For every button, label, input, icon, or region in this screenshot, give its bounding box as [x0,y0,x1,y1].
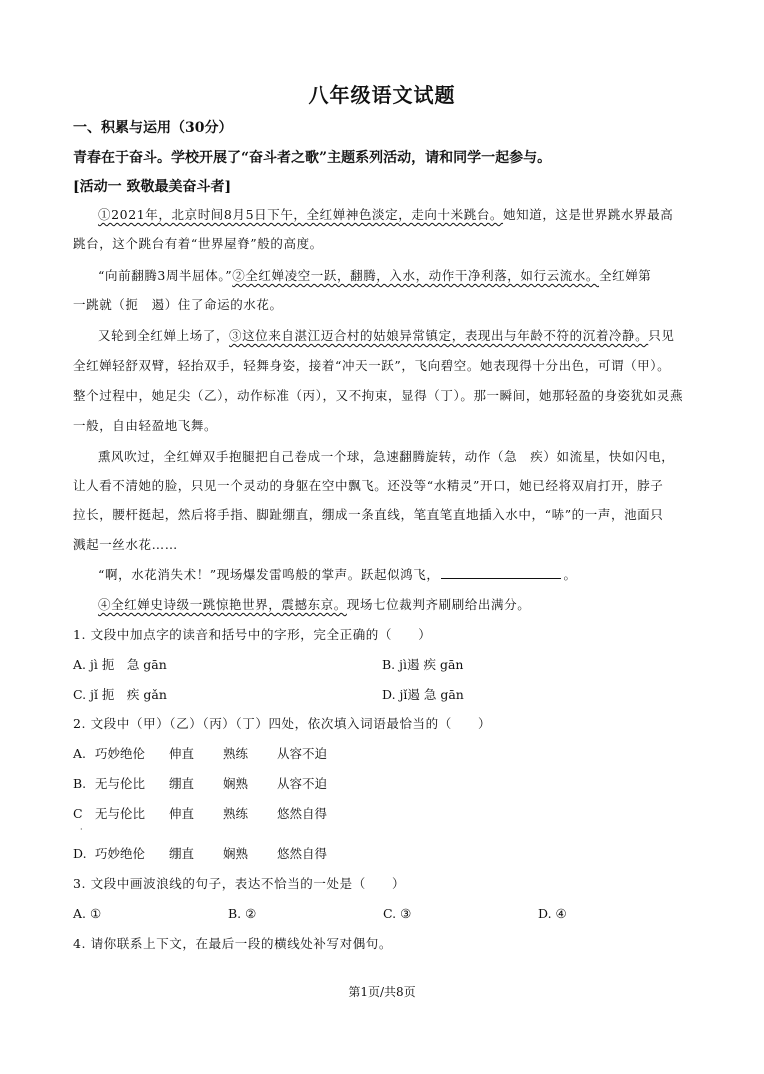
passage-p2-line2: 一跳就（扼 遏）住了命运的水花。 [73,297,283,312]
passage-p6-line1: ④全红婵史诗级一跳惊艳世界，震撼东京。现场七位裁判齐刷刷给出满分。 [98,597,531,612]
passage-p4-line1: 熏风吹过，全红婵双手抱腿把自己卷成一个球，急速翻腾旋转，动作（急 疾）如流星，快如闪电， [98,449,675,464]
q3-option-a: A. ① [73,906,102,921]
q2-option-d: D. 巧妙绝伦 绷直 娴熟 悠然自得 [73,846,328,861]
passage-p3-line4: 一般，自由轻盈地飞舞。 [73,418,218,433]
wavy-sentence-3: ③这位来自湛江迈合村的姑娘异常镇定，表现出与年龄不符的沉着冷静。 [229,328,649,343]
section-heading: 一、积累与运用（30分） [73,120,233,136]
passage-p4-line2: 让人看不清她的脸，只见一个灵动的身躯在空中飘飞。还没等“水精灵”开口，她已经将双肩打开，脖子 [73,478,664,493]
q3-option-c: C. ③ [383,906,412,921]
q1-option-d: D. jǐ遏 急 gān [382,687,464,702]
passage-p4-line4: 溅起一丝水花…… [73,537,178,552]
wavy-sentence-4: ④全红婵史诗级一跳惊艳世界，震撼东京。 [98,597,347,612]
passage-p5-line1: “啊，水花消失术！”现场爆发雷鸣般的掌声。跃起似鸿飞， 。 [98,567,577,582]
passage-p2-line1: “向前翻腾3周半屈体。”②全红婵凌空一跃，翻腾，入水，动作干净利落，如行云流水。全红婵第 [98,268,652,283]
q3-option-b: B. ② [228,906,257,921]
page-footer: 第1页/共8页 [348,985,416,999]
wavy-sentence-2: ②全红婵凌空一跃，翻腾，入水，动作干净利落，如行云流水。 [232,268,599,283]
wavy-sentence-1: ①2021年，北京时间8月5日下午，全红婵神色淡定，走向十米跳台。 [98,207,504,222]
passage-p4-line3: 拉长，腰杆挺起，然后将手指、脚趾绷直，绷成一条直线，笔直笔直地插入水中，“哧”的一声，池面只 [73,507,664,522]
passage-p1-line2: 跳台，这个跳台有着“世界屋脊”般的高度。 [73,236,323,251]
q1-option-c: C. jǐ 扼 疾 gǎn [73,687,167,702]
page-title: 八年级语文试题 [308,83,456,107]
question-4-stem: 4. 请你联系上下文，在最后一段的横线处补写对偶句。 [73,936,393,951]
q1-option-a: A. jì 扼 急 gān [73,657,167,672]
q2-option-a: A. 巧妙绝伦 伸直 熟练 从容不迫 [73,746,328,761]
question-3-stem: 3. 文段中画波浪线的句子，表达不恰当的一处是（ ） [73,876,406,891]
q1-option-b: B. jì遏 疾 gān [382,657,464,672]
question-2-stem: 2. 文段中（甲）（乙）（丙）（丁）四处，依次填入词语最恰当的（ ） [73,716,492,731]
passage-p3-line2: 全红婵轻舒双臂，轻抬双手，轻舞身姿，接着“冲天一跃”，飞向碧空。她表现得十分出色，可谓（甲）。 [73,358,671,373]
q2-option-b: B. 无与伦比 绷直 娴熟 从容不迫 [73,776,328,791]
q3-option-d: D. ④ [538,906,567,921]
passage-p3-line3: 整个过程中，她足尖（乙），动作标准（丙），又不拘束，显得（丁）。那一瞬间，她那轻盈的身姿犹如灵燕 [73,388,684,403]
question-1-stem: 1. 文段中加点字的读音和括号中的字形，完全正确的（ ） [73,627,432,642]
intro-text: 青春在于奋斗。学校开展了“奋斗者之歌”主题系列活动，请和同学一起参与。 [73,150,552,166]
passage-p1-line1: ①2021年，北京时间8月5日下午，全红婵神色淡定，走向十米跳台。她知道，这是世界跳水界最高 [98,207,674,222]
stray-dot: · [80,825,83,834]
answer-blank [441,566,561,579]
activity-heading: [活动一 致敬最美奋斗者] [73,179,232,195]
passage-p3-line1: 又轮到全红婵上场了，③这位来自湛江迈合村的姑娘异常镇定，表现出与年龄不符的沉着冷静。只见 [98,328,675,343]
q2-option-c: C 无与伦比 伸直 熟练 悠然自得 [73,806,328,821]
